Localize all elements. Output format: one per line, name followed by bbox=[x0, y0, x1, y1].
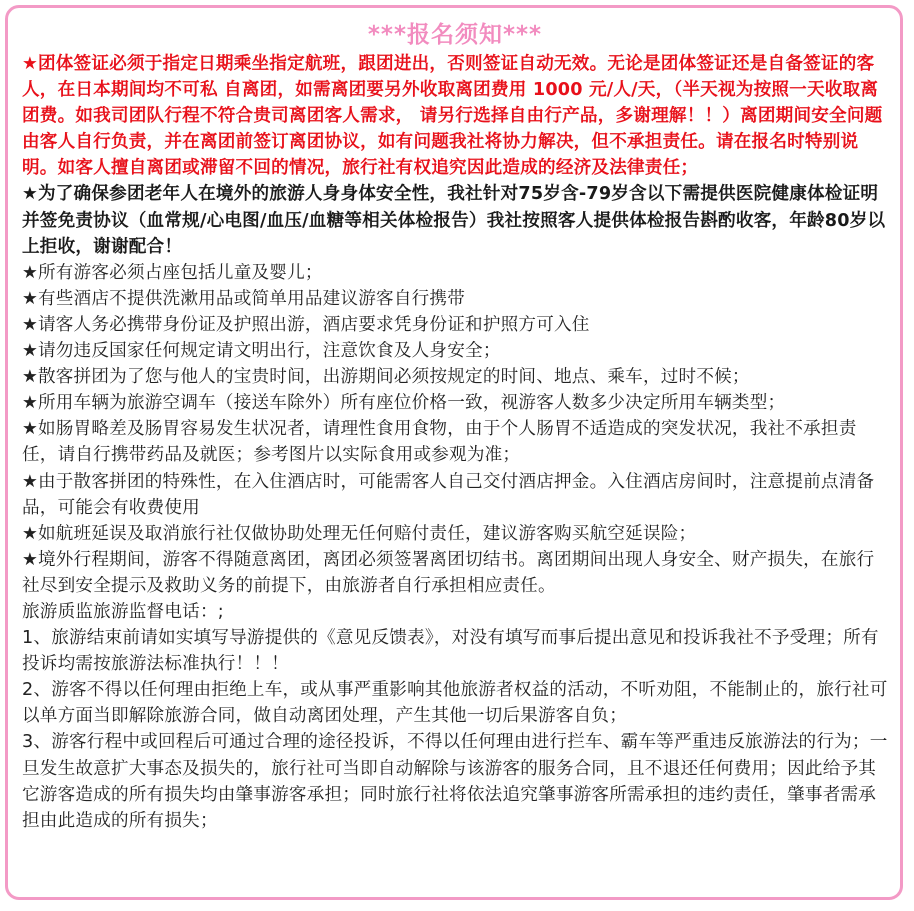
notice-paragraph-safety: ★请勿违反国家任何规定请文明出行，注意饮食及人身安全； bbox=[22, 341, 501, 362]
notice-paragraph-rule-2: 2、游客不得以任何理由拒绝上车，或从事严重影响其他旅游者权益的活动，不听劝阻，不能制止的，旅行社可以单方面当即解除旅游合同，做自动离团处理，产生其他一切后果游客自负； bbox=[22, 680, 888, 727]
notice-paragraph-punctuality: ★散客拼团为了您与他人的宝贵时间，出游期间必须按规定的时间、地点、乘车，过时不候； bbox=[22, 367, 750, 388]
notice-panel bbox=[5, 5, 903, 900]
notice-title: ***报名须知*** bbox=[367, 22, 543, 48]
notice-paragraph-id-documents: ★请客人务必携带身份证及护照出游，酒店要求凭身份证和护照方可入住 bbox=[22, 314, 590, 335]
notice-paragraph-toiletries: ★有些酒店不提供洗漱用品或简单用品建议游客自行携带 bbox=[22, 288, 466, 309]
notice-paragraph-food: ★如肠胃略差及肠胃容易发生状况者，请理性食用食物，由于个人肠胃不适造成的突发状况，我社不承担责任，请自行携带药品及就医；参考图片以实际食用或参观为准； bbox=[22, 419, 857, 466]
notice-body bbox=[22, 51, 888, 834]
notice-paragraph-flight-delay: ★如航班延误及取消旅行社仅做协助处理无任何赔付责任，建议游客购买航空延误险； bbox=[22, 523, 697, 544]
notice-paragraph-rule-3: 3、游客行程中或回程后可通过合理的途径投诉，不得以任何理由进行拦车、霸车等严重违反旅游法的行为；一旦发生故意扩大事态及损失的，旅行社可当即自动解除与该游客的服务合同，且不退还任何费用；因此给予其它游客造成的所有损失均由肇事游客承担；同时旅行社将依法追究肇事游客所需承担的违约责任，肇事者需承担由此造成的所有损失； bbox=[22, 732, 888, 831]
notice-paragraph-vehicles: ★所用车辆为旅游空调车（接送车除外）所有座位价格一致，视游客人数多少决定所用车辆类型； bbox=[22, 393, 786, 414]
notice-paragraph-hotline: 旅游质监旅游监督电话：; bbox=[22, 601, 224, 622]
notice-paragraph-seating: ★所有游客必须占座包括儿童及婴儿； bbox=[22, 262, 323, 283]
notice-paragraph-group-visa: ★团体签证必须于指定日期乘坐指定航班，跟团进出，否则签证自动无效。无论是团体签证还是自备签证的客人，在日本期间均不可私 自离团，如需离团要另外收取离团费用 1000 元/人/天，（半天视为按照一天收取离团费。如我司团队行程不符合贵司离团客人需求， 请另行选择自由行产品，多谢理解！！）离团期间安全问题由客人自行负责，并在离团前签订离团协议，如有问题我社将协力解决，但不承担责任。请在报名时特别说明。如客人擅自离团或滞留不回的情况，旅行社有权追究因此造成的经济及法律责任； bbox=[22, 54, 883, 179]
notice-paragraph-rule-1: 1、旅游结束前请如实填写导游提供的《意见反馈表》，对没有填写而事后提出意见和投诉我社不予受理；所有投诉均需按旅游法标准执行！！！ bbox=[22, 628, 879, 675]
notice-paragraph-elderly-health: ★为了确保参团老年人在境外的旅游人身身体安全性，我社针对75岁含-79岁含以下需提供医院健康体检证明并签免责协议（血常规/心电图/血压/血糖等相关体检报告）我社按照客人提供体检报告斟酌收客，年龄80岁以上拒收，谢谢配合！ bbox=[22, 184, 886, 257]
notice-paragraph-hotel-deposit: ★由于散客拼团的特殊性，在入住酒店时，可能需客人自己交付酒店押金。入住酒店房间时，注意提前点清备品，可能会有收费使用 bbox=[22, 471, 875, 518]
notice-paragraph-leaving-group: ★境外行程期间，游客不得随意离团，离团必须签署离团切结书。离团期间出现人身安全、财产损失，在旅行社尽到安全提示及救助义务的前提下，由旅游者自行承担相应责任。 bbox=[22, 549, 875, 596]
